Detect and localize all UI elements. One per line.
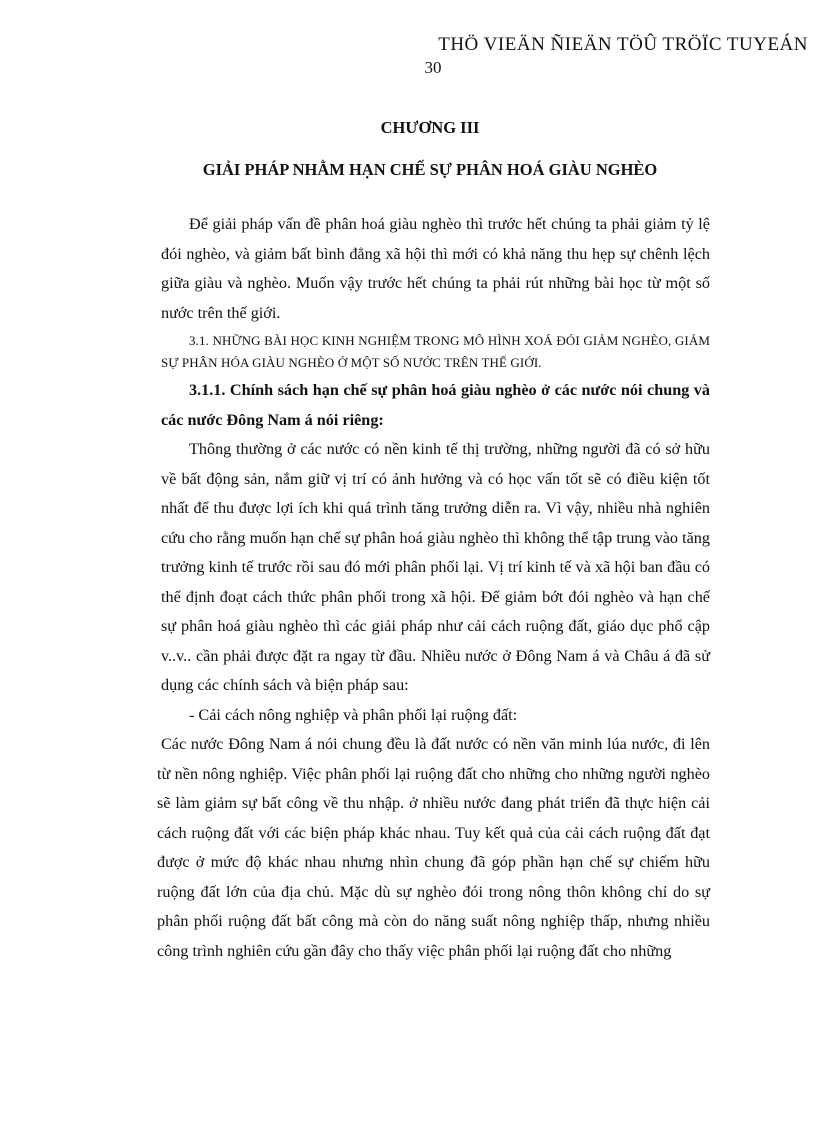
intro-paragraph: Để giải pháp vấn đề phân hoá giàu nghèo thì trước hết chúng ta phải giảm tỷ lệ đói nghèo, và giảm bất bình đẳng xã hội thì mới có khả năng thu hẹp sự chênh lệch giữa giàu và nghèo. Muốn vậy trước hết chúng ta phải rút những bài học từ một số nước trên thế giới. xyxy=(161,215,710,322)
document-body xyxy=(157,210,710,966)
body-paragraph-2: Các nước Đông Nam á nói chung đều là đất nước có nền văn minh lúa nước, đi lên từ nền nông nghiệp. Việc phân phối lại ruộng đất cho những cho những người nghèo sẽ làm giảm sự bất công về thu nhập. ở nhiều nước đang phát triển đã thực hiện cải cách ruộng đất với các biện pháp khác nhau. Tuy kết quả của cải cách ruộng đất đạt được ở mức độ khác nhau nhưng nhìn chung đã góp phần hạn chế sự chiếm hữu ruộng đất lớn của địa chủ. Mặc dù sự nghèo đói trong nông thôn không chỉ do sự phân phối ruộng đất bất công mà còn do năng suất nông nghiệp thấp, nhưng nhiều công trình nghiên cứu gần đây cho thấy việc phân phối lại ruộng đất cho những xyxy=(157,735,710,960)
section-heading: 3.1. NHỮNG BÀI HỌC KINH NGHIỆM TRONG MÔ HÌNH XOÁ ĐÓI GIẢM NGHÈO, GIẢM SỰ PHÂN HÓA GIÀU NGHÈO Ở MỘT SỐ NƯỚC TRÊN THẾ GIỚI. xyxy=(161,333,710,370)
chapter-subtitle: GIẢI PHÁP NHẰM HẠN CHẾ SỰ PHÂN HOÁ GIÀU NGHÈO xyxy=(202,160,658,179)
bullet-item: - Cải cách nông nghiệp và phân phối lại ruộng đất: xyxy=(189,705,518,724)
subsection-heading: 3.1.1. Chính sách hạn chế sự phân hoá giàu nghèo ở các nước nói chung và các nước Đông Nam á nói riêng: xyxy=(161,381,710,429)
page-number: 30 xyxy=(424,58,442,77)
chapter-title: CHƯƠNG III xyxy=(380,118,480,137)
body-paragraph-1: Thông thường ở các nước có nền kinh tế thị trường, những người đã có sở hữu về bất động sản, nắm giữ vị trí có ảnh hưởng và có học vấn tốt sẽ có điều kiện tốt nhất để thu được lợi ích khi quá trình tăng trưởng diễn ra. Vì vậy, nhiều nhà nghiên cứu cho rằng muốn hạn chế sự phân hoá giàu nghèo thì không thể tập trung vào tăng trưởng kinh tế trước rồi sau đó mới phân phối lại. Vị trí kinh tế và xã hội ban đầu có thể định đoạt cách thức phân phối trong xã hội. Để giảm bớt đói nghèo và hạn chế sự phân hoá giàu nghèo thì các giải pháp như cải cách ruộng đất, giáo dục phổ cập v..v.. cần phải được đặt ra ngay từ đầu. Nhiều nước ở Đông Nam á và Châu á đã sử dụng các chính sách và biện pháp sau: xyxy=(161,440,710,694)
watermark-text: THÖ VIEÄN ÑIEÄN TÖÛ TRÖÏC TUYEÁN xyxy=(438,34,808,55)
